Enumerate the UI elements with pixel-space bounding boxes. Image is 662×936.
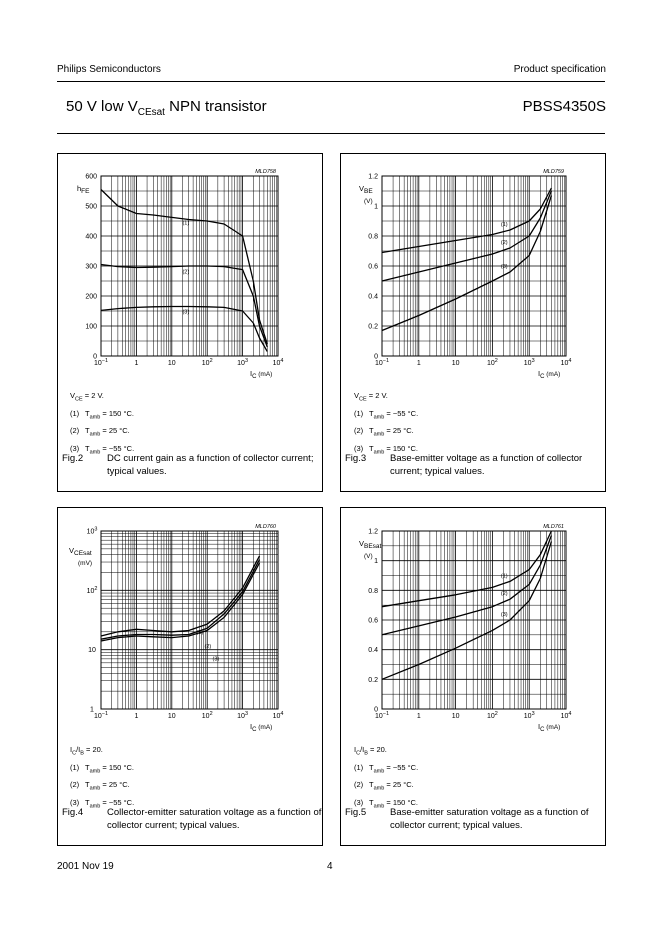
curve-label-3: (3) xyxy=(500,264,508,270)
x-tick-label: $10^3$ xyxy=(523,711,535,720)
document-title xyxy=(66,98,267,118)
vcesat-chart xyxy=(57,507,323,737)
y-tick-label: 200 xyxy=(85,293,97,301)
part-number: PBSS4350S xyxy=(522,98,606,115)
y-tick-label: 0.4 xyxy=(368,647,378,655)
x-tick-label: $10^{-1}$ xyxy=(93,711,109,720)
y-tick-label: 0.4 xyxy=(368,293,378,301)
curve-label-1: (1) xyxy=(500,222,508,228)
fig2-note-3: (3) $T_{amb} = -55$ °C. xyxy=(70,443,135,455)
x-tick-label: 1 xyxy=(416,360,421,367)
fig2-number: Fig.2 xyxy=(62,453,84,464)
x-tick-label: 10 xyxy=(167,713,176,720)
x-axis-label: $I_C$ (mA) xyxy=(538,722,561,733)
y-tick-label: 1 xyxy=(90,706,94,714)
title-rule xyxy=(57,133,605,134)
x-tick-label: $10^4$ xyxy=(272,358,284,367)
fig5-note-3: (3) $T_{amb} = 150$ °C. xyxy=(354,797,418,809)
curve-label-2: (2) xyxy=(204,644,212,651)
company-name: Philips Semiconductors xyxy=(57,64,161,75)
fig3-notes xyxy=(354,389,418,459)
fig4-note-1: (1) $T_{amb} = 150$ °C. xyxy=(70,762,134,774)
x-tick-label: 1 xyxy=(134,713,139,720)
footer-date: 2001 Nov 19 xyxy=(57,861,114,872)
x-tick-label: 10 xyxy=(451,713,460,720)
fig4-condition: $I_C/I_B = 20$. xyxy=(70,745,103,757)
x-tick-label: $10^2$ xyxy=(486,358,498,367)
y-axis-unit: (mV) xyxy=(78,560,93,567)
y-axis-label: VCEsat xyxy=(69,546,92,557)
curve-label-3: (3) xyxy=(182,309,190,316)
x-tick-label: $10^{-1}$ xyxy=(374,358,390,367)
fig4-number: Fig.4 xyxy=(62,807,84,818)
fig2-caption xyxy=(62,452,317,482)
curve-label-1: (1) xyxy=(182,220,190,227)
figure-code: MLD759 xyxy=(543,169,564,175)
y-tick-label: 100 xyxy=(85,323,97,331)
y-axis-label: hFE xyxy=(77,184,90,195)
fig3-caption xyxy=(345,452,600,482)
y-axis-unit: (V) xyxy=(364,198,373,205)
curve-label-3: (3) xyxy=(500,612,508,618)
x-tick-label: 1 xyxy=(416,713,421,720)
fig3-note-1: (1) $T_{amb} = -55$ °C. xyxy=(354,408,419,420)
x-tick-label: $10^2$ xyxy=(201,358,213,367)
fig5-note-1: (1) $T_{amb} = -55$ °C. xyxy=(354,762,419,774)
fig5-caption xyxy=(345,806,600,836)
y-tick-label: 0.8 xyxy=(368,233,378,241)
figure-code: MLD758 xyxy=(255,169,276,175)
curve-label-2: (2) xyxy=(500,591,508,598)
plot-frame xyxy=(101,531,278,709)
x-tick-label: 1 xyxy=(134,360,139,367)
figure-code: MLD760 xyxy=(255,524,276,530)
x-tick-label: $10^4$ xyxy=(272,711,284,720)
y-tick-label: 0.8 xyxy=(368,587,378,595)
y-tick-label: $10^2$ xyxy=(86,585,98,595)
x-tick-label: $10^2$ xyxy=(486,711,498,720)
fig3-condition: $V_{CE} = 2$ V. xyxy=(354,391,388,403)
y-tick-label: 300 xyxy=(85,263,97,271)
fig5-note-2: (2) $T_{amb} = 25$ °C. xyxy=(354,780,414,792)
x-tick-label: $10^4$ xyxy=(560,358,572,367)
x-tick-label: $10^2$ xyxy=(201,711,213,720)
title-prefix: 50 V low V xyxy=(66,98,138,115)
y-tick-label: $10^3$ xyxy=(86,526,98,536)
fig3-note-3: (3) $T_{amb} = 150$ °C. xyxy=(354,443,418,455)
vbesat-chart xyxy=(340,507,606,737)
title-suffix: NPN transistor xyxy=(164,98,267,115)
fig2-condition: $V_{CE} = 2$ V. xyxy=(70,391,104,403)
curve-label-2: (2) xyxy=(500,240,508,246)
x-axis-label: $I_C$ (mA) xyxy=(250,722,273,733)
y-tick-label: 1.2 xyxy=(368,528,378,536)
fig2-note-1: (1) $T_{amb} = 150$ °C. xyxy=(70,408,134,420)
y-tick-label: 0 xyxy=(93,353,97,361)
curve-label-1: (1) xyxy=(196,630,204,637)
y-tick-label: 500 xyxy=(85,203,97,211)
fig4-caption-text: Collector-emitter saturation voltage as a function of collector current; typical values. xyxy=(107,807,322,831)
y-tick-label: 0 xyxy=(374,353,378,361)
title-subscript: CEsat xyxy=(137,107,165,118)
x-tick-label: $10^4$ xyxy=(560,711,572,720)
figure-code: MLD761 xyxy=(543,524,564,530)
y-tick-label: 1 xyxy=(374,558,378,566)
x-tick-label: $10^{-1}$ xyxy=(93,358,109,367)
fig5-notes xyxy=(354,743,418,813)
y-tick-label: 400 xyxy=(85,233,97,241)
x-tick-label: $10^3$ xyxy=(237,711,249,720)
x-axis-label: $I_C$ (mA) xyxy=(538,369,561,380)
fig4-notes xyxy=(70,743,134,813)
fig3-caption-text: Base-emitter voltage as a function of collector current; typical values. xyxy=(390,453,583,477)
fig2-notes xyxy=(70,389,134,459)
y-tick-label: 0 xyxy=(374,706,378,714)
hfe-chart xyxy=(57,153,323,383)
y-axis-label: VBE xyxy=(359,184,373,195)
x-tick-label: $10^3$ xyxy=(237,358,249,367)
fig4-caption xyxy=(62,806,322,836)
curve-label-3: (3) xyxy=(212,656,220,663)
fig2-note-2: (2) $T_{amb} = 25$ °C. xyxy=(70,426,130,438)
x-tick-label: $10^{-1}$ xyxy=(374,711,390,720)
series-line-3 xyxy=(101,563,260,641)
document-type: Product specification xyxy=(513,64,606,75)
fig3-note-2: (2) $T_{amb} = 25$ °C. xyxy=(354,426,414,438)
fig5-caption-text: Base-emitter saturation voltage as a function of collector current; typical values. xyxy=(390,807,589,831)
vbe-chart xyxy=(340,153,606,383)
x-tick-label: $10^3$ xyxy=(523,358,535,367)
y-axis-unit: (V) xyxy=(364,553,373,560)
y-tick-label: 0.6 xyxy=(368,617,378,625)
fig4-note-3: (3) $T_{amb} = -55$ °C. xyxy=(70,797,135,809)
y-tick-label: 1.2 xyxy=(368,173,378,181)
x-tick-label: 10 xyxy=(451,360,460,367)
fig3-number: Fig.3 xyxy=(345,453,367,464)
y-tick-label: 0.2 xyxy=(368,323,378,331)
x-tick-label: 10 xyxy=(167,360,176,367)
fig5-condition: $I_C/I_B = 20$. xyxy=(354,745,387,757)
curve-label-1: (1) xyxy=(500,573,508,580)
y-tick-label: 600 xyxy=(85,173,97,181)
fig4-note-2: (2) $T_{amb} = 25$ °C. xyxy=(70,780,130,792)
y-axis-label: VBEsat xyxy=(359,539,382,550)
y-tick-label: 1 xyxy=(374,203,378,211)
y-tick-label: 0.6 xyxy=(368,263,378,271)
curve-label-2: (2) xyxy=(182,269,190,276)
fig2-caption-text: DC current gain as a function of collector current; typical values. xyxy=(107,453,314,477)
fig5-number: Fig.5 xyxy=(345,807,367,818)
y-tick-label: 0.2 xyxy=(368,676,378,684)
y-tick-label: 10 xyxy=(88,647,96,655)
header-rule xyxy=(57,81,605,82)
x-axis-label: $I_C$ (mA) xyxy=(250,369,273,380)
footer-page-number: 4 xyxy=(327,861,333,872)
